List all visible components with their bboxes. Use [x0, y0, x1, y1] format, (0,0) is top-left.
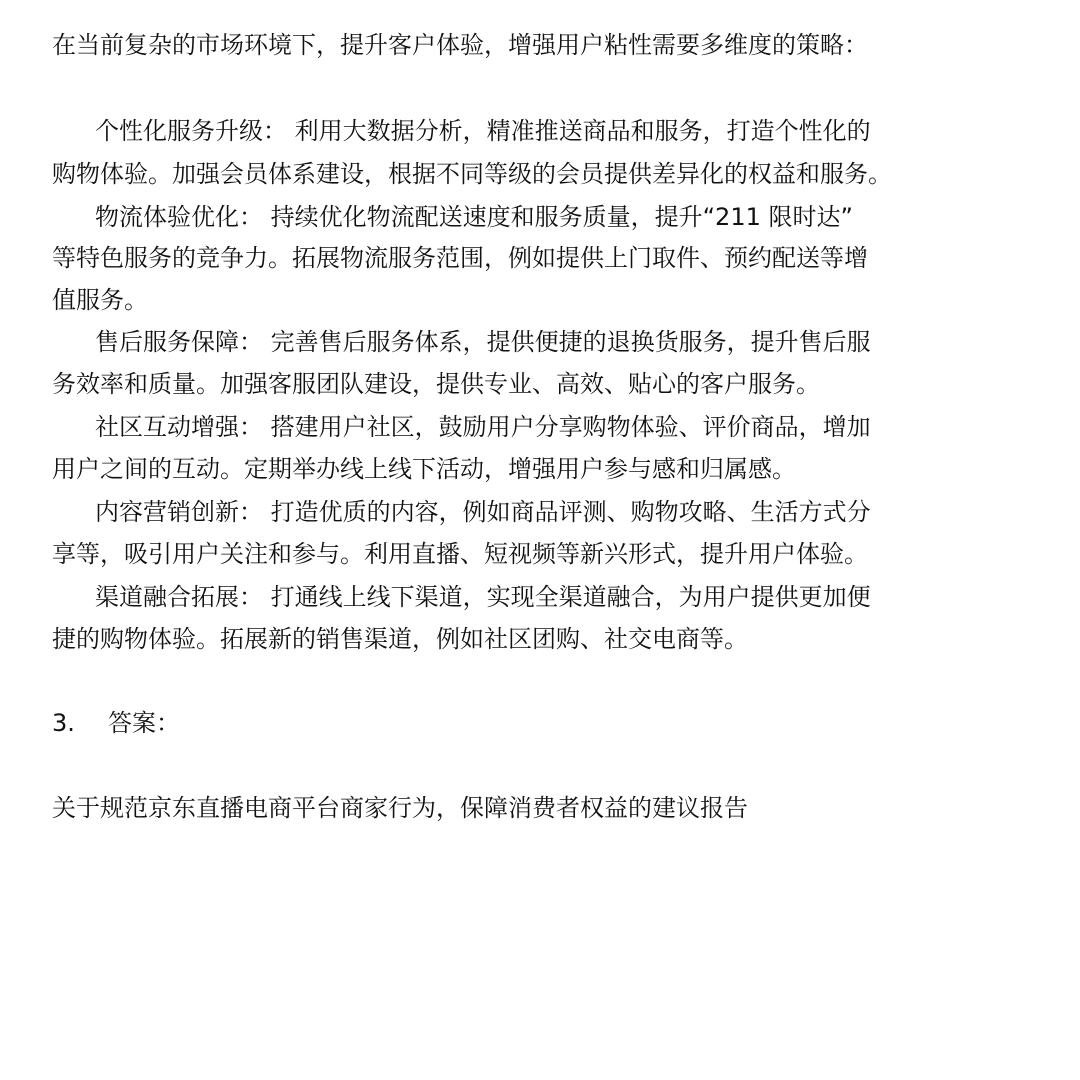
- item-logistics-line-2: 等特色服务的竞争力。拓展物流服务范围，例如提供上门取件、预约配送等增: [52, 244, 868, 272]
- item-after-sales-line-2: 务效率和质量。加强客服团队建设，提供专业、高效、贴心的客户服务。: [52, 370, 820, 398]
- item-channel-line-1: 渠道融合拓展： 打通线上线下渠道，实现全渠道融合，为用户提供更加便: [95, 583, 871, 611]
- item-community-line-2: 用户之间的互动。定期举办线上线下活动，增强用户参与感和归属感。: [52, 455, 796, 483]
- report-title: 关于规范京东直播电商平台商家行为，保障消费者权益的建议报告: [52, 794, 748, 822]
- item-community-line-1: 社区互动增强： 搭建用户社区，鼓励用户分享购物体验、评价商品，增加: [95, 413, 871, 441]
- item-personalized-service-line-1: 个性化服务升级： 利用大数据分析，精准推送商品和服务，打造个性化的: [95, 117, 871, 145]
- item-logistics-line-3: 值服务。: [52, 286, 148, 314]
- section-label: 答案：: [108, 709, 180, 737]
- section-number: 3.: [52, 709, 75, 737]
- item-content-marketing-line-1: 内容营销创新： 打造优质的内容，例如商品评测、购物攻略、生活方式分: [95, 498, 871, 526]
- item-content-marketing-line-2: 享等，吸引用户关注和参与。利用直播、短视频等新兴形式，提升用户体验。: [52, 540, 868, 568]
- item-personalized-service-line-2: 购物体验。加强会员体系建设，根据不同等级的会员提供差异化的权益和服务。: [52, 160, 892, 188]
- item-after-sales-line-1: 售后服务保障： 完善售后服务体系，提供便捷的退换货服务，提升售后服: [95, 328, 871, 356]
- intro-paragraph: 在当前复杂的市场环境下，提升客户体验，增强用户粘性需要多维度的策略：: [52, 31, 868, 59]
- item-logistics-line-1: 物流体验优化： 持续优化物流配送速度和服务质量，提升“211 限时达”: [95, 203, 853, 231]
- item-channel-line-2: 捷的购物体验。拓展新的销售渠道，例如社区团购、社交电商等。: [52, 625, 748, 653]
